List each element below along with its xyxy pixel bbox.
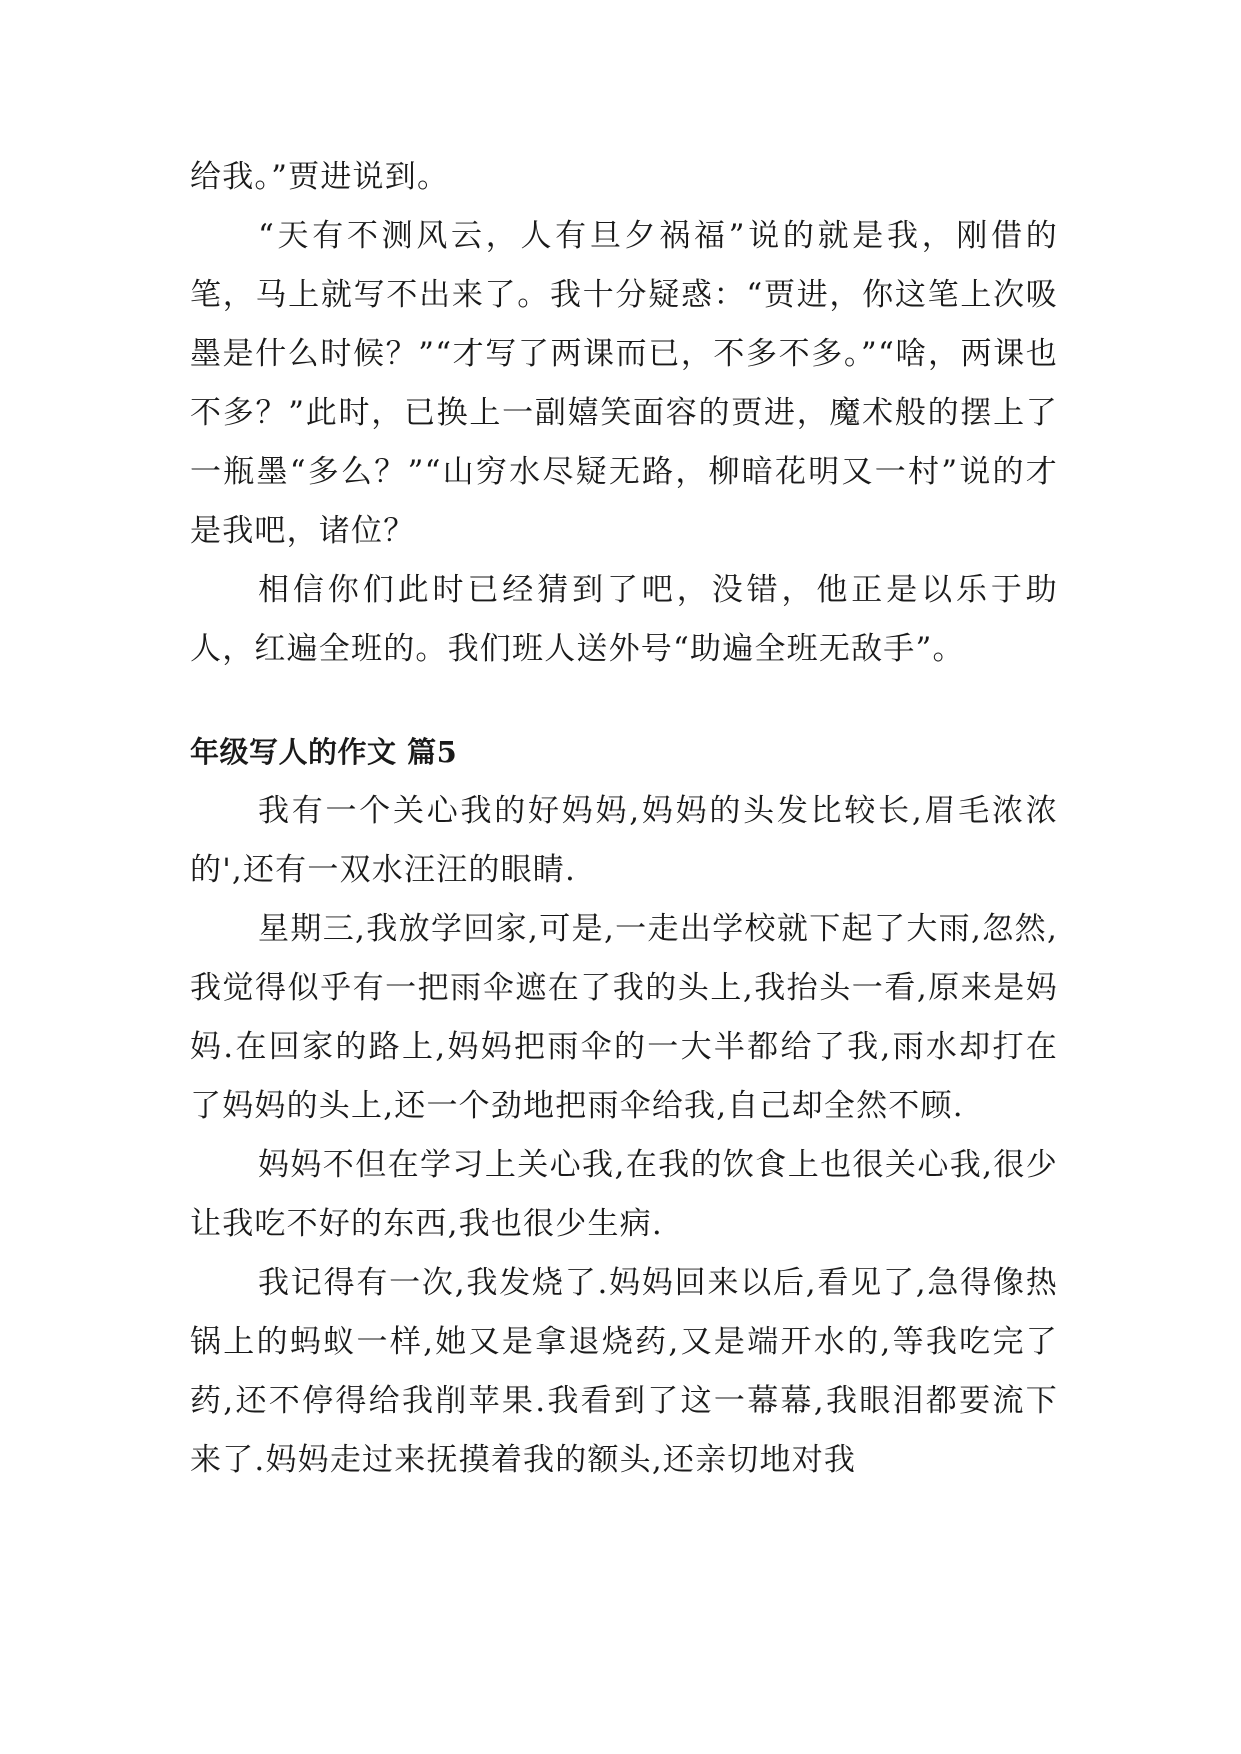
paragraph-care-diet: 妈妈不但在学习上关心我,在我的饮食上也很关心我,很少让我吃不好的东西,我也很少生病. xyxy=(190,1147,1058,1242)
paragraph-conclusion: 相信你们此时已经猜到了吧，没错，他正是以乐于助人，红遍全班的。我们班人送外号“助遍全班无敌手”。 xyxy=(190,572,1058,667)
paragraph-mother-intro: 我有一个关心我的好妈妈,妈妈的头发比较长,眉毛浓浓的',还有一双水汪汪的眼睛. xyxy=(190,793,1058,888)
document-body xyxy=(190,148,1058,1490)
paragraph-continuation: 给我。”贾进说到。 xyxy=(190,159,450,195)
article-heading: 年级写人的作文 篇5 xyxy=(190,735,458,769)
paragraph-fever: 我记得有一次,我发烧了.妈妈回来以后,看见了,急得像热锅上的蚂蚁一样,她又是拿退烧药,又是端开水的,等我吃完了药,还不停得给我削苹果.我看到了这一幕幕,我眼泪都要流下来了.妈妈走过来抚摸着我的额头,还亲切地对我 xyxy=(190,1265,1058,1478)
paragraph-rain-umbrella: 星期三,我放学回家,可是,一走出学校就下起了大雨,忽然,我觉得似乎有一把雨伞遮在了我的头上,我抬头一看,原来是妈妈.在回家的路上,妈妈把雨伞的一大半都给了我,雨水却打在了妈妈的头上,还一个劲地把雨伞给我,自己却全然不顾. xyxy=(190,911,1058,1124)
section-gap xyxy=(190,679,1058,723)
paragraph-borrowed-pen: “天有不测风云，人有旦夕祸福”说的就是我，刚借的笔，马上就写不出来了。我十分疑惑：“贾进，你这笔上次吸墨是什么时候？”“才写了两课而已，不多不多。”“啥，两课也不多？”此时，已换上一副嬉笑面容的贾进，魔术般的摆上了一瓶墨“多么？”“山穷水尽疑无路，柳暗花明又一村”说的才是我吧，诸位？ xyxy=(190,218,1058,549)
